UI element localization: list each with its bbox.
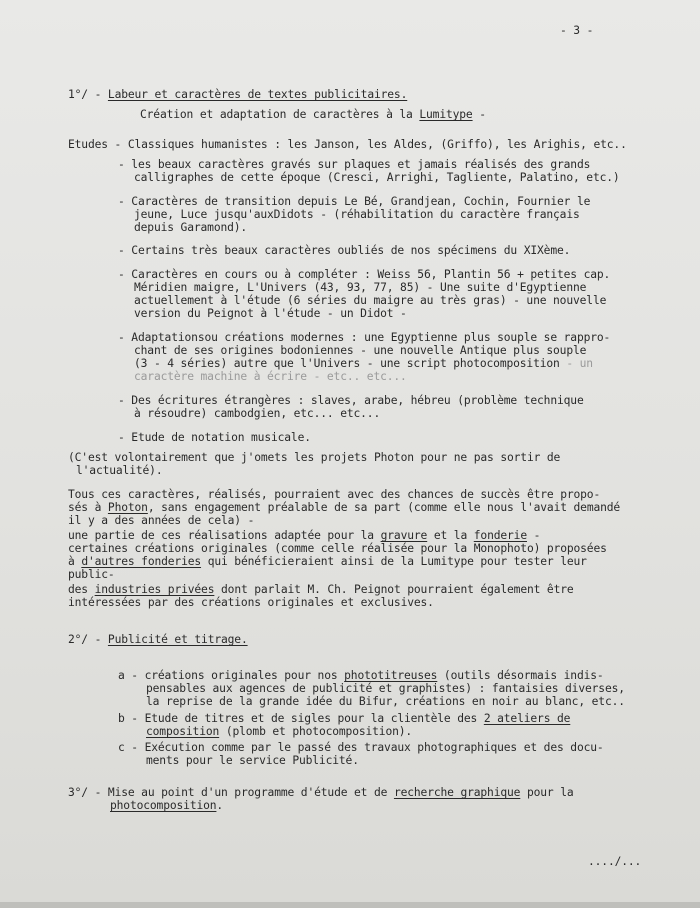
- para-3-line-2: intéressées par des créations originales et exclusives.: [68, 596, 434, 609]
- para-3-pre: des: [68, 583, 88, 596]
- item-a-post: (outils désormais indis-: [437, 669, 604, 682]
- bullet-2-line-1: - Caractères de transition depuis Le Bé, Grandjean, Cochin, Fournier le: [118, 195, 591, 208]
- section-3-line-1: [68, 786, 574, 799]
- para-2-line-2: certaines créations originales (comme celle réalisée pour la Monophoto) proposées: [68, 542, 607, 555]
- note-line-1: (C'est volontairement que j'omets les projets Photon pour ne pas sortir de: [68, 451, 561, 464]
- para-1-photon: Photon: [107, 501, 148, 514]
- note-line-2: l'actualité).: [76, 464, 163, 477]
- item-a-line-1: [118, 669, 604, 682]
- bullet-3: - Certains très beaux caractères oubliés de nos spécimens du XIXème.: [118, 244, 571, 257]
- item-a-line-3: la reprise de la grande idée du Bifur, créations en noir au blanc, etc..: [146, 695, 625, 708]
- para-2-gravure: gravure: [380, 529, 428, 542]
- para-3-industries-privees: industries privées: [94, 583, 215, 596]
- bullet-6-line-2: à résoudre) cambodgien, etc... etc...: [134, 407, 381, 420]
- item-b-line-1: [118, 712, 570, 725]
- bullet-4-line-1: - Caractères en cours ou à compléter : Weiss 56, Plantin 56 + petites cap.: [118, 268, 611, 281]
- para-2-fonderie: fonderie: [473, 529, 527, 542]
- para-2-l3-pre: à: [68, 555, 75, 568]
- para-2-mid: et la: [427, 529, 468, 542]
- bullet-5-line-4: caractère machine à écrire - etc.. etc...: [134, 370, 407, 383]
- section-1-title: Labeur et caractères de textes publicitaires.: [107, 88, 408, 101]
- etudes-label: Etudes -: [68, 138, 122, 151]
- item-a-line-2: pensables aux agences de publicité et graphistes) : fantaisies diverses,: [146, 682, 625, 695]
- section-3-pre: Mise au point d'un programme d'étude et de: [107, 786, 388, 799]
- subtitle-lumitype: Lumitype: [419, 108, 473, 121]
- para-2-autres-fonderies: d'autres fonderies: [81, 555, 202, 568]
- para-2-pre: une partie de ces réalisations adaptée pour la: [68, 529, 374, 542]
- bullet-1-line-1: - les beaux caractères gravés sur plaques et jamais réalisés des grands: [118, 158, 591, 171]
- bullet-7: - Etude de notation musicale.: [118, 431, 311, 444]
- section-3-line-2: [110, 799, 223, 812]
- item-b-ateliers: 2 ateliers de: [483, 712, 571, 725]
- para-1-line-2: [68, 501, 620, 514]
- bullet-2-line-3: depuis Garamond).: [134, 221, 248, 234]
- item-a-pre: a - créations originales pour nos: [118, 669, 338, 682]
- para-2-l3-post: qui bénéficieraient ainsi de la Lumitype pour tester leur: [201, 555, 587, 568]
- subtitle-suffix: -: [472, 108, 486, 121]
- bullet-4-line-2: Méridien maigre, L'Univers (43, 93, 77, 85) - Une suite d'Egyptienne: [134, 281, 587, 294]
- bullet-4-line-3: actuellement à l'étude (6 séries du maigre au très gras) - une nouvelle: [134, 294, 607, 307]
- bullet-5-line-2: chant de ses origines bodoniennes - une nouvelle Antique plus souple: [134, 344, 587, 357]
- section-1-subtitle: [140, 108, 486, 121]
- section-1-number: 1°/ -: [68, 88, 102, 101]
- continuation-mark: ..../...: [588, 855, 642, 868]
- para-2-line-3: [68, 555, 587, 568]
- section-2-title: Publicité et titrage.: [107, 633, 248, 646]
- para-1-pre: sés à: [68, 501, 102, 514]
- bullet-1-line-2: calligraphes de cette époque (Cresci, Arrighi, Tagliente, Palatino, etc.): [134, 171, 620, 184]
- item-b-post: (plomb et photocomposition).: [219, 725, 413, 738]
- section-2-number: 2°/ -: [68, 633, 102, 646]
- page-number: - 3 -: [560, 24, 594, 37]
- section-3-post: pour la: [520, 786, 574, 799]
- bullet-5-line-3-text: (3 - 4 séries) autre que l'Univers - une script photocomposition: [134, 357, 560, 370]
- para-2-line-4: public-: [68, 568, 115, 581]
- item-c-line-1: c - Exécution comme par le passé des travaux photographiques et des docu-: [118, 741, 604, 754]
- bullet-2-line-2: jeune, Luce jusqu'auxDidots - (réhabilitation du caractère français: [134, 208, 580, 221]
- item-b-line-2: [146, 725, 412, 738]
- item-b-composition: composition: [146, 725, 220, 738]
- bullet-5-line-1: - Adaptationsou créations modernes : une Egyptienne plus souple se rappro-: [118, 331, 611, 344]
- section-3-photocomposition: photocomposition: [110, 799, 217, 812]
- bullet-5-line-3: [134, 357, 593, 370]
- para-1-post: , sans engagement préalable de sa part (comme elle nous l'avait demandé: [147, 501, 621, 514]
- scan-bottom-edge: [0, 902, 700, 908]
- section-3-period: .: [216, 799, 224, 812]
- bullet-6-line-1: - Des écritures étrangères : slaves, arabe, hébreu (problème technique: [118, 394, 584, 407]
- etudes-line: [68, 138, 627, 151]
- para-3-line-1: [68, 583, 574, 596]
- para-1-line-3: il y a des années de cela) -: [68, 514, 255, 527]
- para-2-post: -: [526, 529, 541, 542]
- para-3-post: dont parlait M. Ch. Peignot pourraient également être: [214, 583, 574, 596]
- item-b-pre: b - Etude de titres et de sigles pour la clientèle des: [118, 712, 478, 725]
- para-1-line-1: Tous ces caractères, réalisés, pourraient avec des chances de succès être propo-: [68, 488, 601, 501]
- section-3-number: 3°/ -: [68, 786, 102, 799]
- bullet-5-faint-text: - un: [566, 357, 593, 370]
- section-3-recherche-graphique: recherche graphique: [393, 786, 521, 799]
- section-1-heading: [68, 88, 407, 101]
- para-2-line-1: [68, 529, 540, 542]
- etudes-first-item: Classiques humanistes : les Janson, les Aldes, (Griffo), les Arighis, etc..: [127, 138, 627, 151]
- item-c-line-2: ments pour le service Publicité.: [146, 754, 359, 767]
- bullet-4-line-4: version du Peignot à l'étude - un Didot -: [134, 307, 407, 320]
- section-2-heading: [68, 633, 248, 646]
- item-a-phototitreuses: phototitreuses: [344, 669, 438, 682]
- subtitle-text: Création et adaptation de caractères à la: [140, 108, 413, 121]
